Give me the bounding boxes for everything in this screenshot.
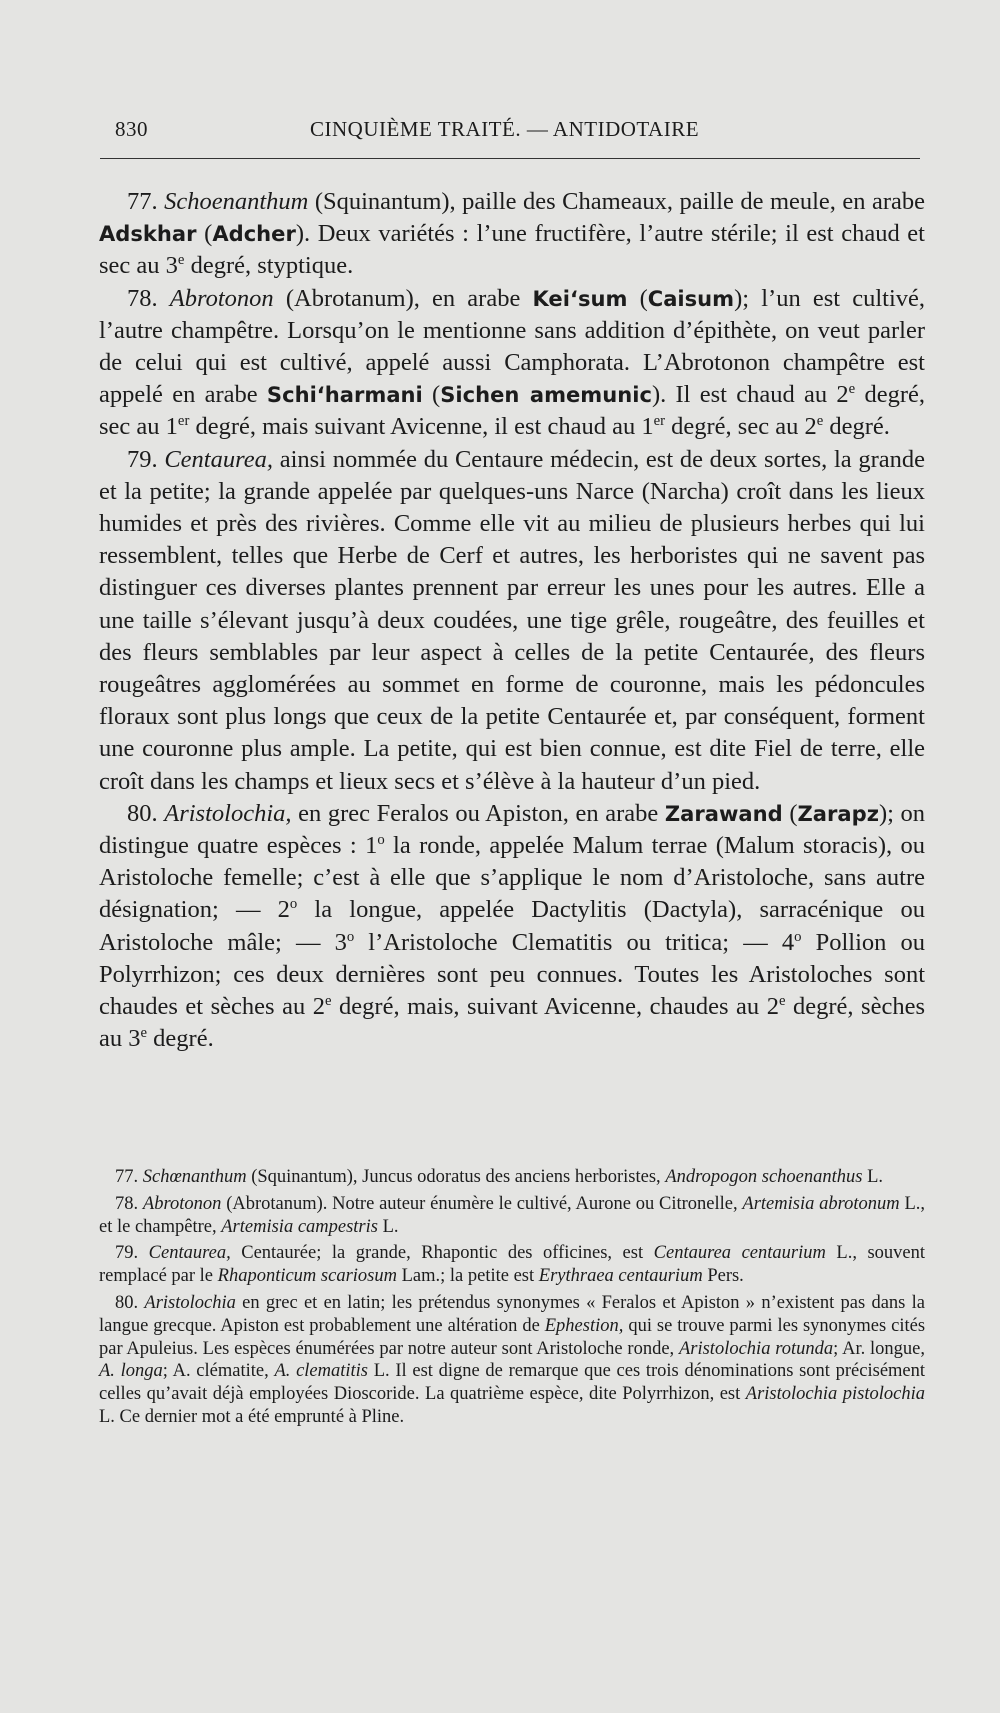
footnote-79: 79. Centaurea, Centaurée; la grande, Rhapontic des officines, est Centaurea centaurium L., souvent remplacé par le Rhaponticum scariosum Lam.; la petite est Erythraea centaurium Pers. <box>99 1243 926 1287</box>
arabic-name: Sichen amemunic <box>440 382 652 408</box>
paragraph-80: 80. Aristolochia, en grec Feralos ou Apiston, en arabe Zarawand (Zarapz); on distingue quatre espèces : 1$^o$ la ronde, appelée Malum terrae (Malum storacis), ou Aristoloche femelle; c’est à elle que s’applique le nom d’Aristoloche, sans autre désignation; — 2$^o$ la longue, appelée Dactylitis (Dactyla), sarracénique ou Aristoloche mâle; — 3$^o$ l’Aristoloche Clematitis ou tritica; — 4$^o$ Pollion ou Polyrrhizon; ces deux dernières sont peu connues. Toutes les Aristoloches sont chaudes et sèches au 2e degré, mais, suivant Avicenne, chaudes au 2e degré, sèches au 3e degré. <box>99 799 926 1053</box>
footnotes <box>99 1166 925 1433</box>
paragraph-79: 79. Centaurea, ainsi nommée du Centaure médecin, est de deux sortes, la grande et la petite; la grande appelée par quelques-uns Narce (Narcha) croît dans les lieux humides et près des rivières. Comme elle vit au milieu de plusieurs herbes qui lui ressemblent, telles que Herbe de Cerf et autres, les herboristes qui ne savent pas distinguer ces diverses plantes prennent par erreur les unes pour les autres. Elle a une taille s’élevant jusqu’à deux coudées, une tige grêle, rougeâtre, des feuilles et des fleurs semblables par leur aspect à celles de la petite Centaurée, des fleurs rougeâtres agglomérées au sommet en forme de couronne, mais les pédoncules floraux sont plus longs que ceux de la petite Centaurée et, par conséquent, forment une couronne plus ample. La petite, qui est bien connue, est dite Fiel de terre, elle croît dans les champs et lieux secs et s’élève à la hauteur d’un pied. <box>99 445 926 795</box>
arabic-name: Zarapz <box>797 800 879 826</box>
page-number: 830 <box>115 117 148 141</box>
footnote-77: 77. Schœnanthum (Squinantum), Juncus odoratus des anciens herboristes, Andropogon schoenanthus L. <box>115 1167 884 1187</box>
header-rule <box>100 158 920 159</box>
arabic-name: Adcher <box>212 221 296 247</box>
arabic-name: Caisum <box>647 285 735 311</box>
arabic-name: Kei‘sum <box>532 285 628 311</box>
footnote-78: 78. Abrotonon (Abrotanum). Notre auteur énumère le cultivé, Aurone ou Citronelle, Artemisia abrotonum L., et le champêtre, Artemisia campestris L. <box>99 1193 926 1237</box>
plant-name: Aristolochia, <box>164 799 292 827</box>
plant-name: Schoenanthum <box>164 188 309 215</box>
arabic-name: Schi‘harmani <box>266 382 423 408</box>
paragraph-77: 77. Schoenanthum (Squinantum), paille des Chameaux, paille de meule, en arabe Adskhar (Adcher). Deux variétés : l’une fructifère, l’autre stérile; il est chaud et sec au 3e degré, styptique. <box>99 188 926 280</box>
footnote-80: 80. Aristolochia en grec et en latin; les prétendus synonymes « Feralos et Apiston » n’existent pas dans la langue grecque. Apiston est probablement une altération de Ephestion, qui se trouve parmi les synonymes cités par Apuleius. Les espèces énumérées par notre auteur sont Aristoloche ronde, Aristolochia rotunda; Ar. longue, A. longa; A. clématite, A. clematitis L. Il est digne de remarque que ces trois dénominations sont précisément celles qu’avait déjà employées Dioscoride. La quatrième espèce, dite Polyrrhizon, est Aristolochia pistolochia L. Ce dernier mot a été emprunté à Pline. <box>99 1292 926 1427</box>
page-header <box>115 117 920 147</box>
plant-name: Abrotonon <box>169 284 274 312</box>
paragraph-78: 78. Abrotonon (Abrotanum), en arabe Kei‘sum (Caisum); l’un est cultivé, l’autre champêtre. Lorsqu’on le mentionne sans addition d’épithète, on veut parler de celui qui est cultivé, appelé aussi Camphorata. L’Abrotonon champêtre est appelé en arabe Schi‘harmani (Sichen amemunic). Il est chaud au 2e degré, sec au 1er degré, mais suivant Avicenne, il est chaud au 1er degré, sec au 2e degré. <box>99 284 926 441</box>
arabic-name: Zarawand <box>664 800 783 826</box>
plant-name: Centaurea, <box>164 445 273 473</box>
main-text <box>99 186 925 1055</box>
arabic-name: Adskhar <box>99 221 197 247</box>
running-head: CINQUIÈME TRAITÉ. — ANTIDOTAIRE <box>310 117 700 141</box>
